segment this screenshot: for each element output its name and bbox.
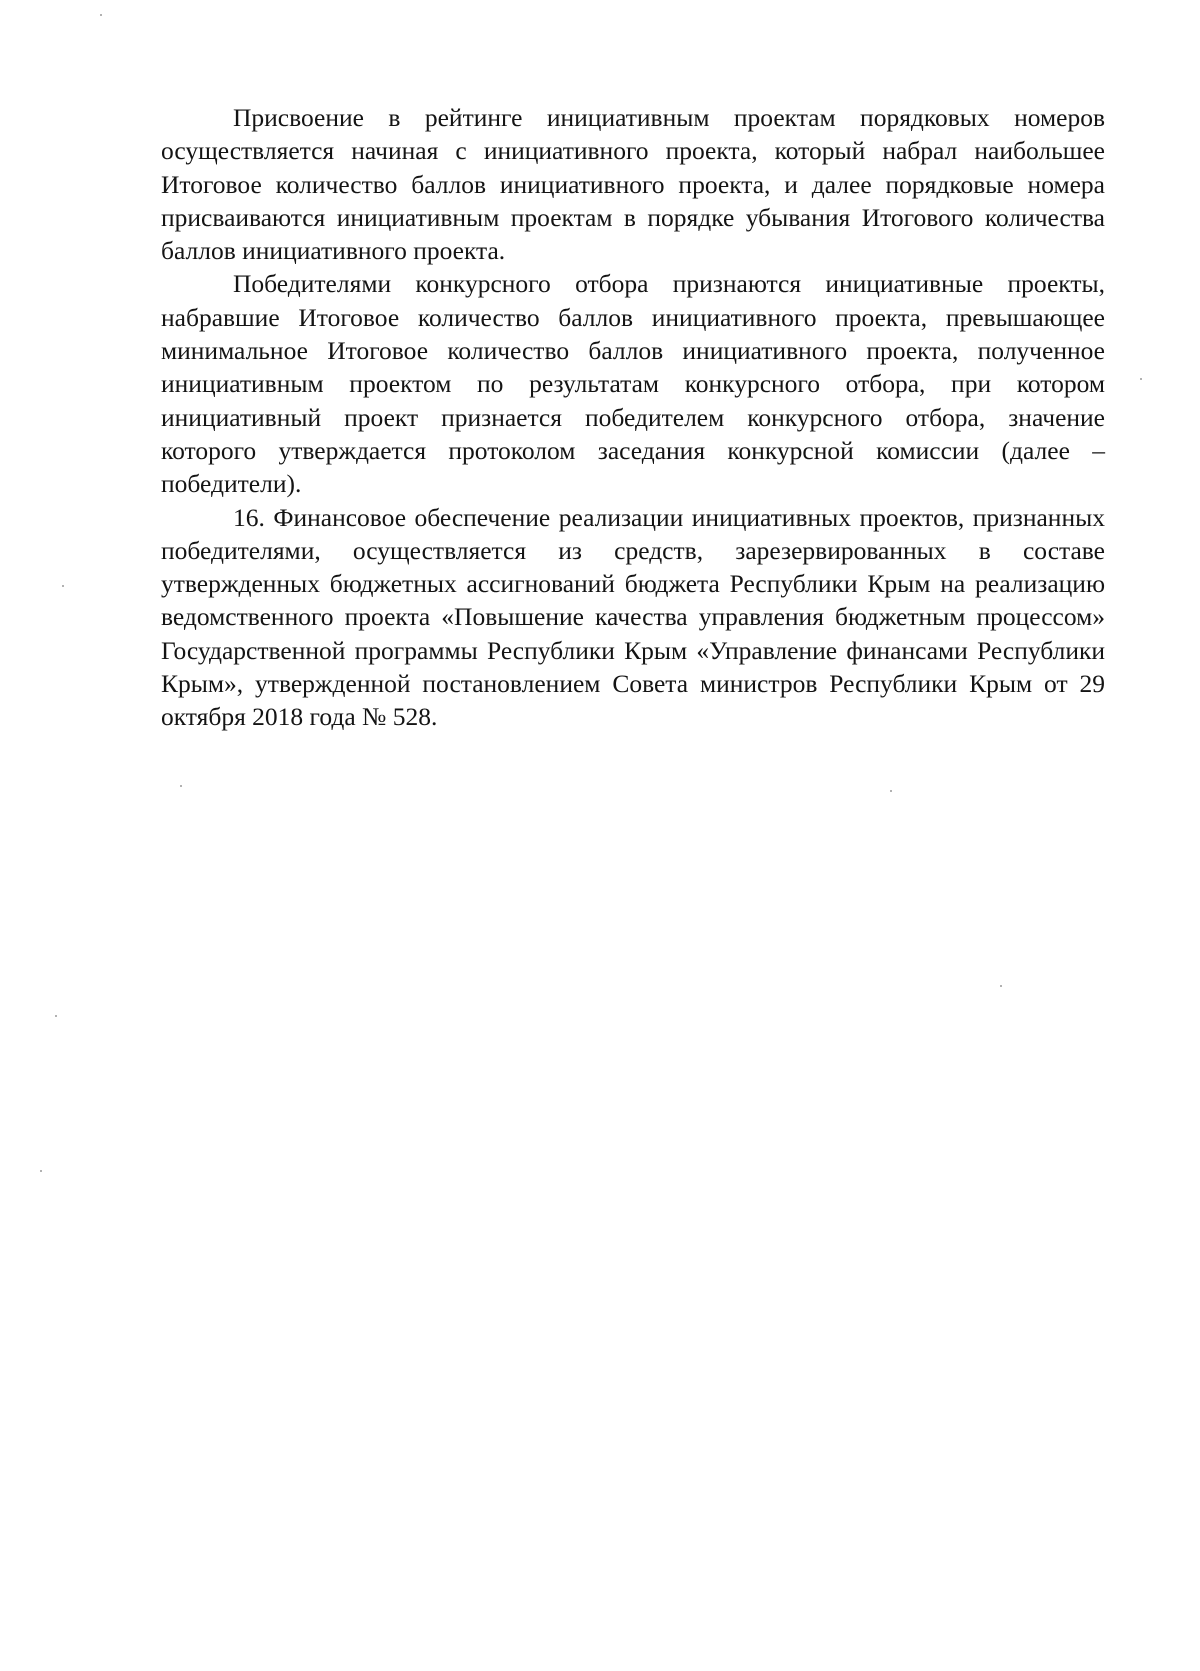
scan-speck: [180, 785, 182, 787]
scan-speck: [62, 585, 64, 587]
scan-speck: [40, 1170, 42, 1172]
scan-speck: [100, 14, 102, 16]
scan-speck: [890, 790, 892, 792]
paragraph-winners: Победителями конкурсного отбора признаются инициативные проекты, набравшие Итоговое количество баллов инициативного проекта, превышающее минимальное Итоговое количество баллов инициативного проекта, полученное инициативным проектом по результатам конкурсного отбора, при котором инициативный проект признается победителем конкурсного отбора, значение которого утверждается протоколом заседания конкурсной комиссии (далее – победители).: [161, 269, 1105, 499]
scan-speck: [55, 1015, 57, 1017]
document-body: [161, 101, 1105, 734]
paragraph-ranking: Присвоение в рейтинге инициативным проектам порядковых номеров осуществляется начиная с инициативного проекта, который набрал наибольшее Итоговое количество баллов инициативного проекта, и далее порядковые номера присваиваются инициативным проектам в порядке убывания Итогового количества баллов инициативного проекта.: [161, 103, 1105, 266]
scan-speck: [1000, 985, 1002, 987]
paragraph-financing: 16. Финансовое обеспечение реализации инициативных проектов, признанных победителями, осуществляется из средств, зарезервированных в составе утвержденных бюджетных ассигнований бюджета Республики Крым на реализацию ведомственного проекта «Повышение качества управления бюджетным процессом» Государственной программы Республики Крым «Управление финансами Республики Крым», утвержденной постановлением Совета министров Республики Крым от 29 октября 2018 года № 528.: [161, 502, 1105, 732]
scan-speck: [1140, 378, 1142, 380]
